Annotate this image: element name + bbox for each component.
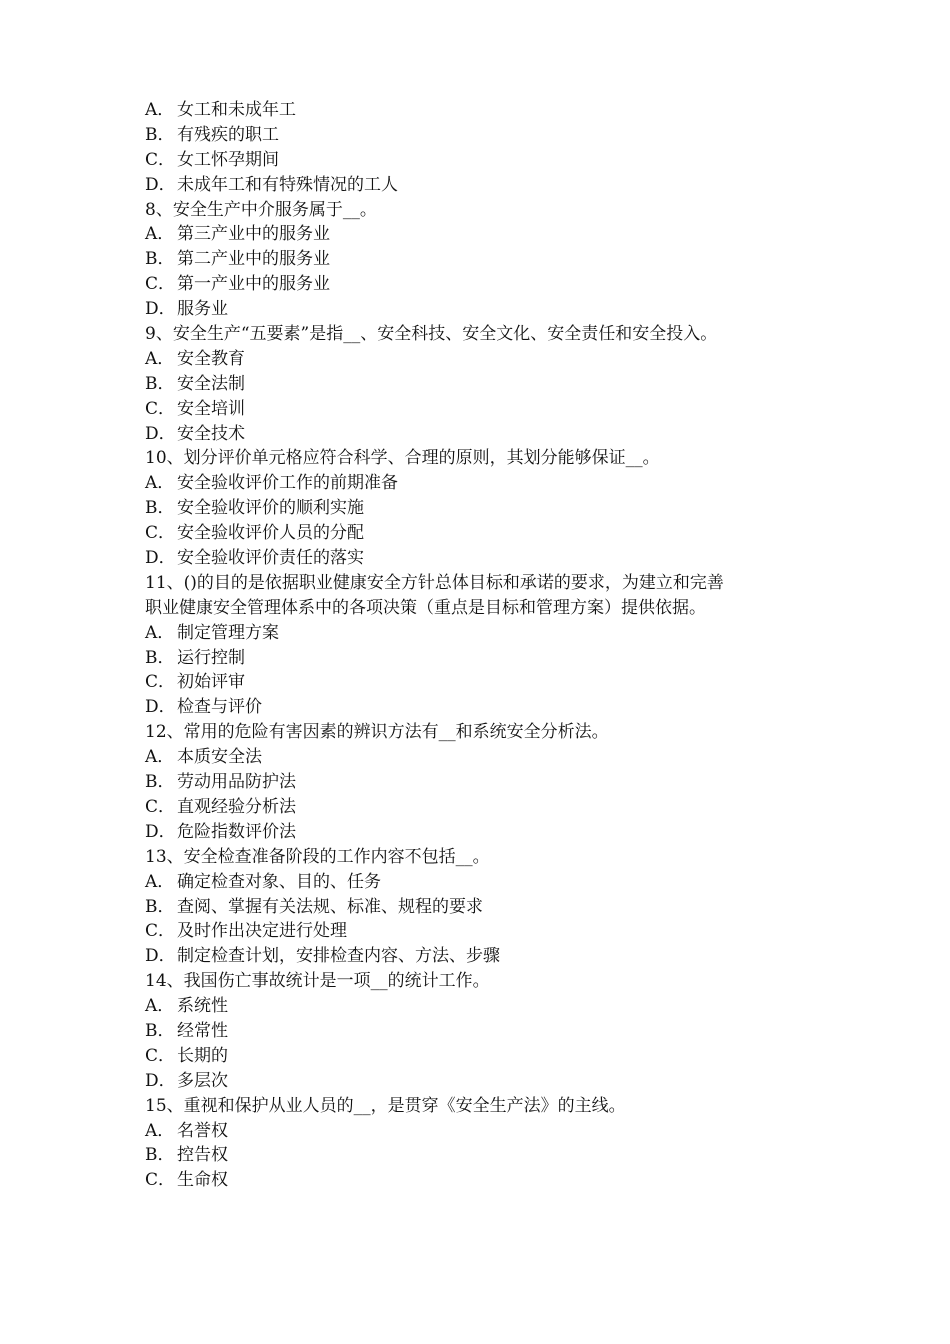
option-text: 查阅、掌握有关法规、标准、规程的要求 [177, 896, 483, 917]
option-letter: A． [145, 996, 175, 1017]
option-text: 危险指数评价法 [177, 821, 296, 842]
option-letter: D． [145, 821, 176, 842]
answer-option [145, 222, 825, 247]
option-letter: C． [145, 921, 176, 942]
option-letter: B． [145, 124, 175, 145]
option-text: 经常性 [177, 1020, 228, 1041]
option-text: 安全验收评价责任的落实 [177, 548, 364, 569]
question-text: 9、安全生产“五要素”是指__、安全科技、安全文化、安全责任和安全投入。 [145, 324, 718, 345]
answer-option [145, 745, 825, 770]
option-text: 服务业 [177, 299, 228, 320]
answer-option [145, 621, 825, 646]
option-text: 第二产业中的服务业 [177, 249, 330, 270]
question-text: 10、划分评价单元格应符合科学、合理的原则，其划分能够保证__。 [145, 448, 660, 469]
document-page [145, 98, 825, 1193]
option-letter: A． [145, 224, 175, 245]
option-text: 确定检查对象、目的、任务 [177, 871, 381, 892]
option-letter: D． [145, 1070, 176, 1091]
option-text: 控告权 [177, 1145, 228, 1166]
question-text: 11、()的目的是依据职业健康安全方针总体目标和承诺的要求，为建立和完善 [145, 572, 724, 593]
option-letter: C． [145, 672, 176, 693]
option-letter: D． [145, 697, 176, 718]
question-text: 职业健康安全管理体系中的各项决策（重点是目标和管理方案）提供依据。 [145, 597, 706, 618]
option-text: 女工和未成年工 [177, 100, 296, 120]
option-letter: A． [145, 871, 175, 892]
option-text: 初始评审 [177, 672, 245, 693]
answer-option [145, 919, 825, 944]
option-letter: B． [145, 249, 175, 270]
answer-option [145, 646, 825, 671]
answer-option [145, 1168, 825, 1193]
option-text: 女工怀孕期间 [177, 149, 279, 170]
option-letter: B． [145, 1145, 175, 1166]
answer-option [145, 820, 825, 845]
option-text: 安全验收评价的顺利实施 [177, 498, 364, 519]
option-text: 安全验收评价人员的分配 [177, 523, 364, 544]
answer-option [145, 1019, 825, 1044]
option-letter: C． [145, 149, 176, 170]
option-text: 检查与评价 [177, 697, 262, 718]
option-letter: A． [145, 100, 175, 120]
option-letter: D． [145, 423, 176, 444]
answer-option [145, 173, 825, 198]
option-text: 制定管理方案 [177, 622, 279, 643]
option-letter: A． [145, 622, 175, 643]
answer-option [145, 123, 825, 148]
answer-option [145, 521, 825, 546]
answer-option [145, 247, 825, 272]
option-text: 制定检查计划，安排检查内容、方法、步骤 [177, 946, 500, 967]
option-text: 运行控制 [177, 647, 245, 668]
answer-option [145, 770, 825, 795]
answer-option [145, 496, 825, 521]
answer-option [145, 670, 825, 695]
answer-option [145, 98, 825, 123]
answer-option [145, 347, 825, 372]
option-letter: D． [145, 174, 176, 195]
option-text: 安全培训 [177, 398, 245, 419]
answer-option [145, 1044, 825, 1069]
answer-option [145, 297, 825, 322]
answer-option [145, 1119, 825, 1144]
option-letter: B． [145, 896, 175, 917]
option-text: 安全法制 [177, 373, 245, 394]
option-letter: A． [145, 348, 175, 369]
option-letter: C． [145, 274, 176, 295]
option-text: 安全验收评价工作的前期准备 [177, 473, 398, 494]
option-letter: D． [145, 548, 176, 569]
option-text: 名誉权 [177, 1120, 228, 1141]
option-text: 第一产业中的服务业 [177, 274, 330, 295]
answer-option [145, 1143, 825, 1168]
option-letter: C． [145, 1045, 176, 1066]
option-text: 有残疾的职工 [177, 124, 279, 145]
question-text: 15、重视和保护从业人员的__，是贯穿《安全生产法》的主线。 [145, 1095, 626, 1116]
option-text: 劳动用品防护法 [177, 772, 296, 793]
option-text: 安全技术 [177, 423, 245, 444]
option-text: 第三产业中的服务业 [177, 224, 330, 245]
option-letter: A． [145, 747, 175, 768]
question-text: 14、我国伤亡事故统计是一项__的统计工作。 [145, 971, 490, 992]
option-letter: D． [145, 946, 176, 967]
question-text: 13、安全检查准备阶段的工作内容不包括__。 [145, 846, 490, 867]
option-letter: B． [145, 373, 175, 394]
option-text: 系统性 [177, 996, 228, 1017]
answer-option [145, 372, 825, 397]
answer-option [145, 272, 825, 297]
answer-option [145, 870, 825, 895]
answer-option [145, 994, 825, 1019]
option-text: 本质安全法 [177, 747, 262, 768]
option-text: 安全教育 [177, 348, 245, 369]
answer-option [145, 546, 825, 571]
option-letter: D． [145, 299, 176, 320]
answer-option [145, 1069, 825, 1094]
option-text: 直观经验分析法 [177, 796, 296, 817]
answer-option [145, 397, 825, 422]
question-text: 8、安全生产中介服务属于__。 [145, 199, 377, 220]
answer-option [145, 895, 825, 920]
answer-option [145, 695, 825, 720]
option-letter: B． [145, 772, 175, 793]
option-text: 未成年工和有特殊情况的工人 [177, 174, 398, 195]
option-letter: B． [145, 1020, 175, 1041]
option-text: 长期的 [177, 1045, 228, 1066]
option-text: 多层次 [177, 1070, 228, 1091]
option-text: 生命权 [177, 1170, 228, 1191]
option-text: 及时作出决定进行处理 [177, 921, 347, 942]
answer-option [145, 422, 825, 447]
answer-option [145, 471, 825, 496]
answer-option [145, 795, 825, 820]
option-letter: A． [145, 473, 175, 494]
question-text: 12、常用的危险有害因素的辨识方法有__和系统安全分析法。 [145, 722, 609, 743]
answer-option [145, 944, 825, 969]
option-letter: B． [145, 498, 175, 519]
option-letter: C． [145, 1170, 176, 1191]
option-letter: C． [145, 398, 176, 419]
option-letter: C． [145, 796, 176, 817]
option-letter: C． [145, 523, 176, 544]
option-letter: B． [145, 647, 175, 668]
option-letter: A． [145, 1120, 175, 1141]
answer-option [145, 148, 825, 173]
